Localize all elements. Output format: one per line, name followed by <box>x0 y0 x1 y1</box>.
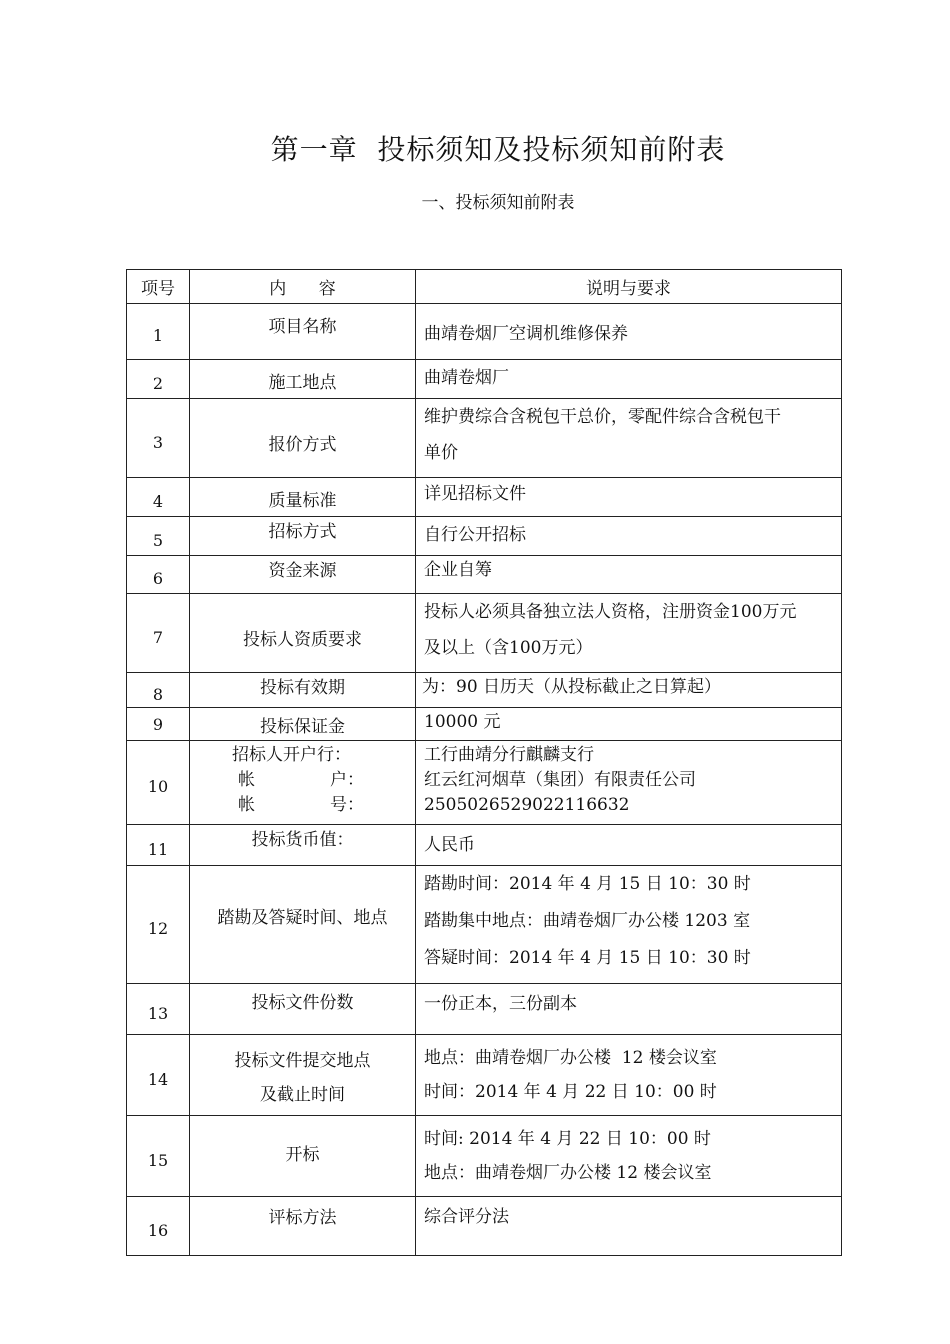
row-item: 投标有效期 <box>190 673 416 708</box>
table-row <box>127 708 842 741</box>
row-number: 12 <box>127 866 190 984</box>
description-line: 2505026529022116632 <box>424 795 630 815</box>
row-number: 15 <box>127 1116 190 1197</box>
item-line: 投标文件提交地点 <box>234 1051 371 1071</box>
row-description <box>416 478 842 517</box>
description-line: 投标人必须具备独立法人资格，注册资金100万元 <box>424 602 797 622</box>
row-description <box>416 1197 842 1256</box>
description-line: 时间: 2014 年 4 月 22 日 10：00 时 <box>424 1129 711 1149</box>
description-line: 维护费综合含税包干总价，零配件综合含税包干 <box>424 407 781 427</box>
table-header-row <box>127 270 842 304</box>
row-number: 2 <box>127 360 190 399</box>
description-line: 曲靖卷烟厂 <box>424 368 509 388</box>
row-item: 踏勘及答疑时间、地点 <box>190 866 416 984</box>
description-line: 时间：2014 年 4 月 22 日 10：00 时 <box>424 1082 717 1102</box>
bid-instructions-table <box>126 269 842 1256</box>
row-number: 5 <box>127 517 190 556</box>
row-item: 招标方式 <box>190 517 416 556</box>
row-description <box>416 984 842 1035</box>
row-item: 开标 <box>190 1116 416 1197</box>
row-number: 13 <box>127 984 190 1035</box>
item-line: 及截止时间 <box>260 1085 345 1105</box>
row-item: 投标保证金 <box>190 708 416 741</box>
table-row <box>127 984 842 1035</box>
row-number: 9 <box>127 708 190 741</box>
description-line: 地点：曲靖卷烟厂办公楼 12 楼会议室 <box>424 1163 712 1183</box>
item-line: 招标人开户行： <box>232 745 351 765</box>
row-description <box>416 673 842 708</box>
item-line-part: 帐 <box>238 795 255 815</box>
table-row <box>127 517 842 556</box>
row-number: 6 <box>127 556 190 594</box>
row-number: 14 <box>127 1035 190 1116</box>
table-row <box>127 399 842 478</box>
table-row <box>127 1035 842 1116</box>
row-item: 报价方式 <box>190 399 416 478</box>
row-item <box>190 741 416 825</box>
row-number: 1 <box>127 304 190 360</box>
row-number: 16 <box>127 1197 190 1256</box>
item-line-part: 户： <box>330 770 364 790</box>
row-description <box>416 866 842 984</box>
row-item: 施工地点 <box>190 360 416 399</box>
row-item: 资金来源 <box>190 556 416 594</box>
row-number: 4 <box>127 478 190 517</box>
description-line: 及以上（含100万元） <box>424 638 593 658</box>
row-description <box>416 594 842 673</box>
description-line: 为：90 日历天（从投标截止之日算起） <box>422 677 722 697</box>
table-row <box>127 866 842 984</box>
header-content: 内 容 <box>190 270 416 304</box>
section-subtitle: 一、投标须知前附表 <box>421 193 575 213</box>
description-line: 一份正本，三份副本 <box>424 994 577 1014</box>
row-description <box>416 399 842 478</box>
row-description <box>416 708 842 741</box>
table-row <box>127 741 842 825</box>
row-number: 7 <box>127 594 190 673</box>
table-row <box>127 1116 842 1197</box>
table-row <box>127 304 842 360</box>
description-line: 企业自筹 <box>424 560 492 580</box>
table-row <box>127 594 842 673</box>
description-line: 详见招标文件 <box>424 484 526 504</box>
description-line: 踏勘时间：2014 年 4 月 15 日 10：30 时 <box>424 874 751 894</box>
header-item-no: 项号 <box>127 270 190 304</box>
item-line-part: 号： <box>330 795 364 815</box>
row-number: 8 <box>127 673 190 708</box>
table-row <box>127 556 842 594</box>
row-description <box>416 556 842 594</box>
description-line: 自行公开招标 <box>424 525 526 545</box>
description-line: 曲靖卷烟厂空调机维修保养 <box>424 324 628 344</box>
row-description <box>416 360 842 399</box>
row-description <box>416 517 842 556</box>
table-row <box>127 673 842 708</box>
table-row <box>127 1197 842 1256</box>
row-item: 投标人资质要求 <box>190 594 416 673</box>
row-description <box>416 741 842 825</box>
row-description <box>416 304 842 360</box>
item-line <box>238 768 364 793</box>
description-line: 地点：曲靖卷烟厂办公楼 12 楼会议室 <box>424 1048 717 1068</box>
description-line: 单价 <box>424 443 458 463</box>
table-row <box>127 360 842 399</box>
row-description <box>416 1035 842 1116</box>
row-number: 11 <box>127 825 190 866</box>
row-item: 投标文件份数 <box>190 984 416 1035</box>
description-line: 人民币 <box>424 835 475 855</box>
description-line: 工行曲靖分行麒麟支行 <box>424 745 594 765</box>
description-line: 红云红河烟草（集团）有限责任公司 <box>424 770 696 790</box>
row-item: 项目名称 <box>190 304 416 360</box>
table-row <box>127 825 842 866</box>
description-line: 踏勘集中地点：曲靖卷烟厂办公楼 1203 室 <box>424 911 751 931</box>
item-line-part: 帐 <box>238 770 255 790</box>
description-line: 综合评分法 <box>424 1207 509 1227</box>
row-item: 评标方法 <box>190 1197 416 1256</box>
header-description: 说明与要求 <box>416 270 842 304</box>
description-line: 10000 元 <box>424 712 501 732</box>
row-item <box>190 1035 416 1116</box>
row-number: 3 <box>127 399 190 478</box>
description-line: 答疑时间：2014 年 4 月 15 日 10：30 时 <box>424 948 751 968</box>
row-item: 质量标准 <box>190 478 416 517</box>
row-description <box>416 1116 842 1197</box>
row-number: 10 <box>127 741 190 825</box>
table-row <box>127 478 842 517</box>
item-line <box>238 793 364 818</box>
row-description <box>416 825 842 866</box>
row-item: 投标货币值： <box>190 825 416 866</box>
chapter-title: 第一章 投标须知及投标须知前附表 <box>270 133 726 166</box>
